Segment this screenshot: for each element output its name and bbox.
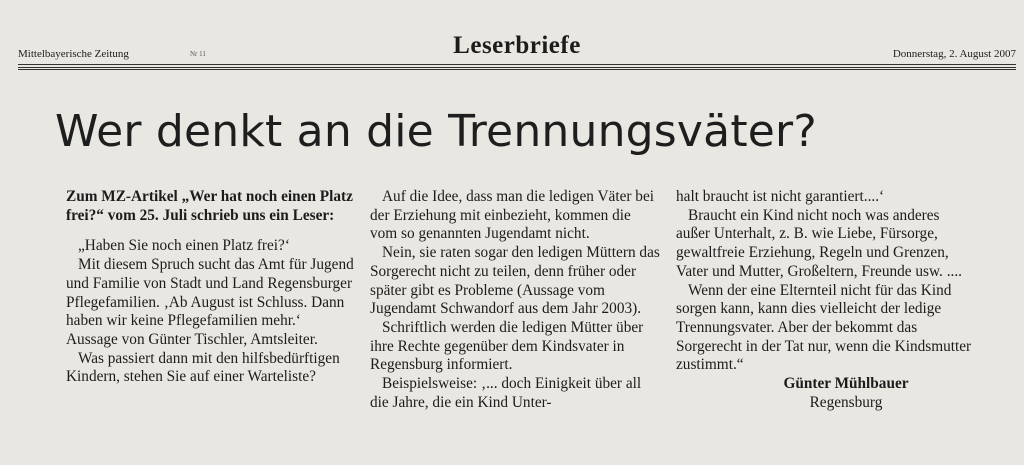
author-name: Günter Mühlbauer: [783, 375, 909, 393]
paragraph: Schriftlich werden die ledigen Mütter über ihre Rechte gegenüber dem Kindsvater in Regensburg informiert.: [370, 318, 644, 374]
article-headline: Wer denkt an die Trennungsväter?: [55, 106, 817, 157]
paragraph: Beispielsweise: ‚... doch Einigkeit über all die Jahre, die ein Kind Unter-: [370, 375, 642, 411]
article-column-3: [676, 188, 976, 412]
article-column-2: [370, 188, 660, 412]
author-city: Regensburg: [809, 393, 883, 411]
paragraph: Auf die Idee, dass man die ledigen Väter bei der Erziehung mit einbezieht, kommen die vom so genannten Jugendamt nicht.: [370, 188, 654, 243]
page-header: [18, 30, 1016, 64]
paragraph: „Haben Sie noch einen Platz frei?‘: [78, 237, 290, 255]
newspaper-name: Mittelbayerische Zeitung: [18, 48, 129, 60]
paragraph: Braucht ein Kind nicht noch was anderes außer Unterhalt, z. B. wie Liebe, Fürsorge, gewaltfreie Erziehung, Regeln und Grenzen, Vater und Mutter, Großeltern, Freunde usw. ....: [676, 206, 962, 280]
paragraph: Nein, sie raten sogar den ledigen Müttern das Sorgerecht nicht zu teilen, denn früher oder später gibt es Probleme (Aussage vom Jugendamt Schwandorf aus dem Jahr 2003).: [370, 244, 660, 318]
article-column-1: [66, 188, 354, 387]
page-code: Nr 11: [190, 50, 206, 58]
paragraph: Mit diesem Spruch sucht das Amt für Jugend und Familie von Stadt und Land Regensburger Pflegefamilien. ‚Ab August ist Schluss. Dann haben wir keine Pflegefamilien mehr.‘ Aussage von Günter Tischler, Amtsleiter.: [66, 256, 354, 348]
article-intro: Zum MZ-Artikel „Wer hat noch einen Platz frei?“ vom 25. Juli schrieb uns ein Leser:: [66, 188, 353, 224]
paragraph: Wenn der eine Elternteil nicht für das Kind sorgen kann, kann dies vielleicht der ledige Trennungsvater. Aber der bekommt das Sorgerecht in der Tat nur, wenn die Kindsmutter zustimmt.“: [676, 281, 972, 374]
section-title: Leserbriefe: [453, 32, 581, 59]
issue-date: Donnerstag, 2. August 2007: [892, 48, 1016, 60]
paragraph: Was passiert dann mit den hilfsbedürftigen Kindern, stehen Sie auf einer Warteliste?: [66, 349, 340, 386]
paragraph: halt braucht ist nicht garantiert....‘: [676, 188, 885, 205]
header-rule: [18, 64, 1016, 70]
